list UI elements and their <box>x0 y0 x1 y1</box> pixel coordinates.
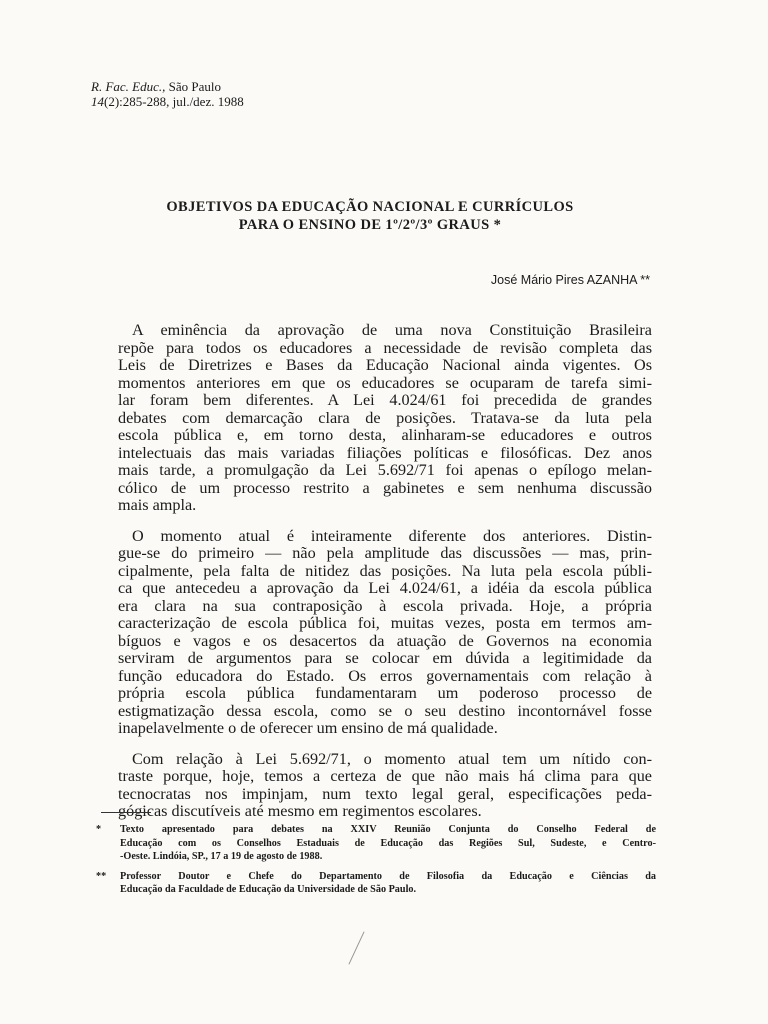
footnote-marker: ** <box>96 870 107 882</box>
footnote <box>96 870 656 897</box>
title-line-1: OBJETIVOS DA EDUCAÇÃO NACIONAL E CURRÍCULOS <box>166 199 574 215</box>
footnote-marker: * <box>96 824 102 835</box>
paragraph-line: ca que antecedeu a aprovação da Lei 4.024/61, a idéia da escola pública <box>118 579 652 597</box>
journal-city: São Paulo <box>168 79 221 94</box>
footnote-line: Texto apresentado para debates na XXIV Reunião Conjunta do Conselho Federal de <box>120 824 656 835</box>
paragraph-line: cipalmente, pela falta de nitidez das posições. Na luta pela escola públi- <box>118 561 652 580</box>
article-title <box>90 198 650 234</box>
paragraph-line: A eminência da aprovação de uma nova Constituição Brasileira <box>132 321 652 339</box>
footnotes <box>96 823 656 903</box>
footnote-line: Educação da Faculdade de Educação da Universidade de São Paulo. <box>120 884 417 895</box>
pen-mark <box>348 931 364 964</box>
footnote-divider <box>101 812 151 813</box>
paragraph-line: bíguos e vagos e os desacertos da atuação de Governos na economia <box>118 631 652 650</box>
footnote-line: Professor Doutor e Chefe do Departamento de Filosofia da Educação e Ciências da <box>120 870 656 882</box>
journal-issue-pages-date: (2):285-288, jul./dez. 1988 <box>104 94 244 109</box>
paragraph-line: mais ampla. <box>118 496 197 514</box>
paragraph-line: escola pública e, em torno desta, alinharam-se educadores e outros <box>118 426 652 444</box>
paragraph-line: momentos anteriores em que os educadores se ocuparam de tarefa simi- <box>118 373 652 392</box>
article-body <box>118 322 652 834</box>
paragraph-line: O momento atual é inteiramente diferente dos anteriores. Distin- <box>132 526 652 545</box>
paragraph-line: serviram de argumentos para se colocar em dúvida a legitimidade da <box>118 649 652 667</box>
citation-line-1 <box>91 79 244 94</box>
paragraph-line: função educadora do Estado. Os erros governamentais com relação à <box>118 666 652 685</box>
body-paragraph <box>118 528 652 738</box>
paragraph-line: estigmatização dessa escola, como se o seu destino incontornável fosse <box>118 701 652 720</box>
footnote-text <box>120 823 656 864</box>
title-line-2: PARA O ENSINO DE 1º/2º/3º GRAUS * <box>238 217 502 233</box>
paragraph-line: própria escola pública fundamentaram um poderoso processo de <box>118 684 652 702</box>
body-paragraph <box>118 322 652 515</box>
paragraph-line: gógicas discutíveis até mesmo em regimentos escolares. <box>118 802 482 820</box>
paragraph-line: Com relação à Lei 5.692/71, o momento atual tem um nítido con- <box>132 749 652 768</box>
body-paragraph <box>118 751 652 821</box>
citation-line-2 <box>91 94 244 109</box>
footnote-line: Educação com os Conselhos Estaduais de Educação das Regiões Sul, Sudeste, e Centro- <box>120 837 656 849</box>
paragraph-line: traste porque, hoje, temos a certeza de que não mais há clima para que <box>118 767 652 785</box>
paragraph-line: lar foram bem diferentes. A Lei 4.024/61 foi precedida de grandes <box>118 391 652 409</box>
paragraph-line: tecnocratas nos impinjam, num texto legal geral, especificações peda- <box>118 784 652 803</box>
journal-name: R. Fac. Educ., <box>91 79 166 94</box>
journal-volume: 14 <box>91 94 104 109</box>
footnote <box>96 823 656 864</box>
journal-citation <box>91 79 244 109</box>
author-name: José Mário Pires AZANHA ** <box>490 273 650 287</box>
paragraph-line: intelectuais das mais variadas filiações políticas e filosóficas. Dez anos <box>118 443 652 462</box>
paragraph-line: caracterização de escola pública foi, muitas vezes, posta em termos am- <box>118 614 652 632</box>
paragraph-line: mais tarde, a promulgação da Lei 5.692/71 foi apenas o epílogo melan- <box>118 461 652 479</box>
paragraph-line: repõe para todos os educadores a necessidade de revisão completa das <box>118 338 652 357</box>
paragraph-line: debates com demarcação clara de posições. Tratava-se da luta pela <box>118 408 652 427</box>
paragraph-line: cólico de um processo restrito a gabinetes e sem nenhuma discussão <box>118 478 652 497</box>
paragraph-line: inapelavelmente o de oferecer um ensino de má qualidade. <box>118 719 498 737</box>
paragraph-line: Leis de Diretrizes e Bases da Educação Nacional ainda vigentes. Os <box>118 356 652 374</box>
paragraph-line: gue-se do primeiro — não pela amplitude das discussões — mas, prin- <box>118 544 652 562</box>
footnote-text <box>120 870 656 897</box>
paragraph-line: era clara na sua contraposição à escola privada. Hoje, a própria <box>118 596 652 615</box>
footnote-line: -Oeste. Lindóia, SP., 17 a 19 de agosto de 1988. <box>120 851 323 862</box>
